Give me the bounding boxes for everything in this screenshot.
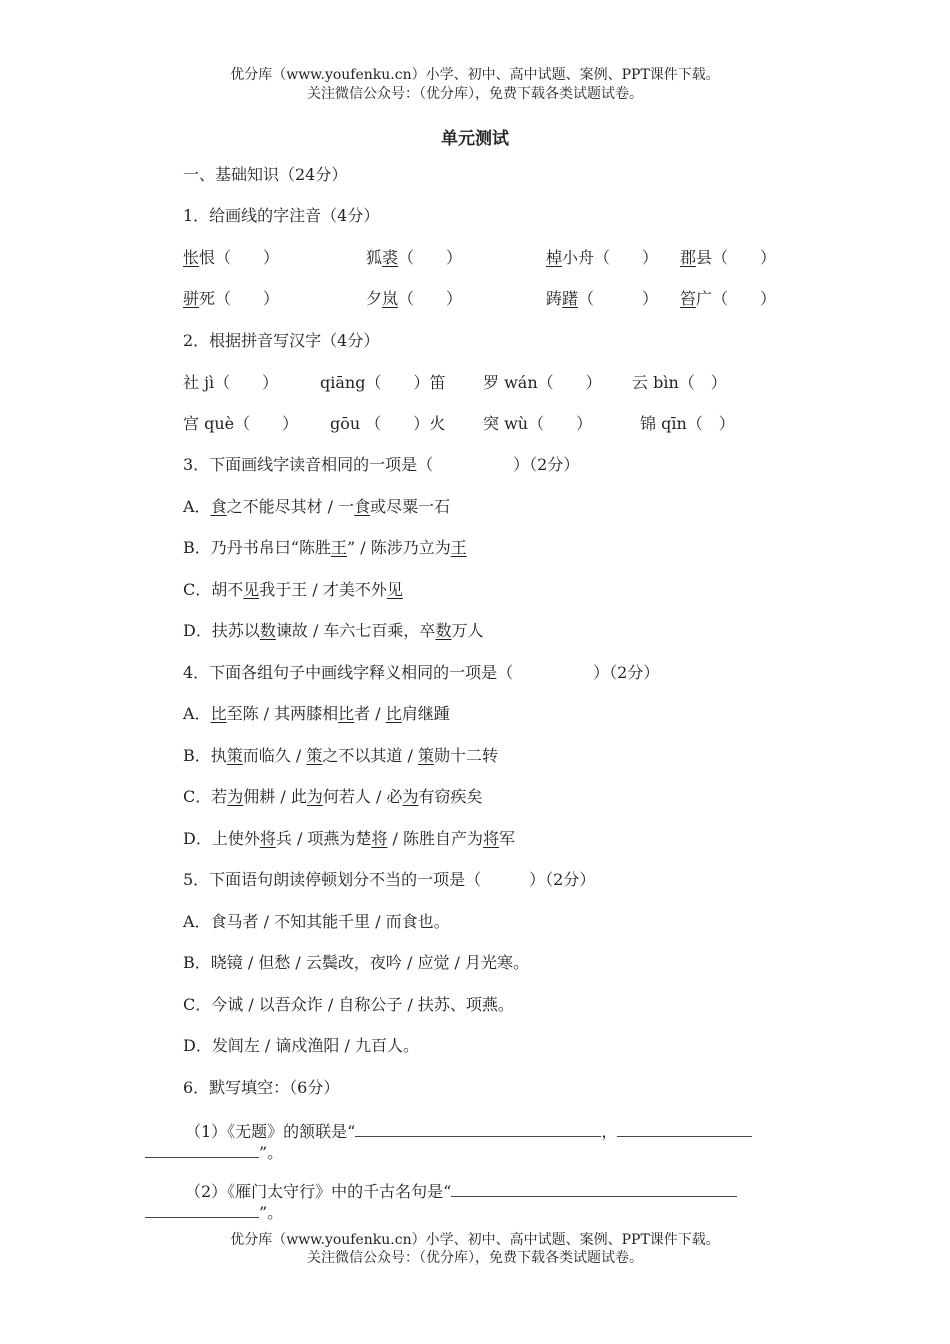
q1-item-1: 怅恨（ ） — [183, 248, 280, 267]
q2-item-2: qiāng（ ）笛 — [320, 373, 446, 392]
q1-item-6: 夕岚（ ） — [366, 289, 463, 308]
q6-blank-2b[interactable] — [145, 1201, 259, 1218]
header-line-1: 优分库（www.youfenku.cn）小学、初中、高中试题、案例、PPT课件下载。 — [230, 67, 720, 83]
q3-option-b: B．乃丹书帛曰“陈胜王” / 陈涉乃立为王 — [183, 538, 467, 557]
q1-item-7: 踌躇（ ） — [546, 289, 659, 308]
q4-option-b: B．执策而临久 / 策之不以其道 / 策勋十二转 — [183, 746, 498, 765]
q2-item-5: 宫 què（ ） — [183, 414, 299, 433]
q1-item-8: 笞广（ ） — [680, 289, 777, 308]
q5-option-d: D．发闾左 / 谪戍渔阳 / 九百人。 — [183, 1036, 419, 1055]
q2-stem: 2．根据拼音写汉字（4分） — [183, 331, 380, 350]
q2-item-8: 锦 qīn（ ） — [640, 414, 735, 433]
q2-item-1: 社 jì（ ） — [183, 373, 279, 392]
q3-option-d: D．扶苏以数谏故 / 车六七百乘，卒数万人 — [183, 621, 484, 640]
section-basic-knowledge: 一、基础知识（24分） — [183, 165, 348, 184]
q4-option-a: A．比至陈 / 其两膝相比者 / 比肩继踵 — [183, 704, 450, 723]
page-title: 单元测试 — [441, 129, 509, 149]
q6-blank-1c[interactable] — [145, 1141, 259, 1158]
q2-item-4: 云 bìn（ ） — [632, 373, 727, 392]
q6-item-1: （1）《无题》的颔联是“ ， — [185, 1120, 752, 1143]
q1-item-2: 狐裘（ ） — [366, 248, 463, 267]
q5-option-a: A．食马者 / 不知其能千里 / 而食也。 — [183, 912, 450, 931]
q6-stem: 6．默写填空：（6分） — [183, 1078, 340, 1097]
q4-stem: 4．下面各组句子中画线字释义相同的一项是（ ）（2分） — [183, 663, 660, 682]
q6-blank-1a[interactable] — [355, 1120, 601, 1137]
q1-row-1 — [0, 247, 950, 269]
q1-row-2 — [0, 288, 950, 310]
q5-option-c: C．今诚 / 以吾众诈 / 自称公子 / 扶苏、项燕。 — [183, 995, 514, 1014]
q1-item-3: 棹小舟（ ） — [546, 248, 659, 267]
q6-blank-2a[interactable] — [451, 1180, 737, 1197]
footer-line-2: 关注微信公众号：（优分库），免费下载各类试题试卷。 — [307, 1250, 643, 1266]
q6-item-2: （2）《雁门太守行》中的千古名句是“ — [185, 1180, 737, 1203]
q1-item-5: 骈死（ ） — [183, 289, 280, 308]
q3-option-a: A．食之不能尽其材 / 一食或尽粟一石 — [183, 497, 451, 516]
q6-item-2-cont: ”。 — [145, 1201, 283, 1224]
q6-blank-1b[interactable] — [617, 1120, 752, 1137]
q5-stem: 5．下面语句朗读停顿划分不当的一项是（ ）（2分） — [183, 870, 596, 889]
q6-item-1-cont: ”。 — [145, 1141, 283, 1164]
header-line-2: 关注微信公众号：（优分库），免费下载各类试题试卷。 — [307, 86, 643, 102]
q1-stem: 1．给画线的字注音（4分） — [183, 206, 380, 225]
q5-option-b: B．晓镜 / 但愁 / 云鬓改，夜吟 / 应觉 / 月光寒。 — [183, 953, 530, 972]
q2-item-6: gōu （ ）火 — [330, 414, 446, 433]
q2-row-1 — [0, 372, 950, 394]
q4-option-c: C．若为佣耕 / 此为何若人 / 必为有窃疾矣 — [183, 787, 483, 806]
q3-stem: 3．下面画线字读音相同的一项是（ ）（2分） — [183, 455, 580, 474]
q4-option-d: D．上使外将兵 / 项燕为楚将 / 陈胜自产为将军 — [183, 829, 516, 848]
q2-item-3: 罗 wán（ ） — [483, 373, 602, 392]
q1-item-4: 郡县（ ） — [680, 248, 777, 267]
q3-option-c: C．胡不见我于王 / 才美不外见 — [183, 580, 403, 599]
q2-item-7: 突 wù（ ） — [483, 414, 593, 433]
footer-line-1: 优分库（www.youfenku.cn）小学、初中、高中试题、案例、PPT课件下载。 — [230, 1232, 720, 1248]
q2-row-2 — [0, 413, 950, 435]
